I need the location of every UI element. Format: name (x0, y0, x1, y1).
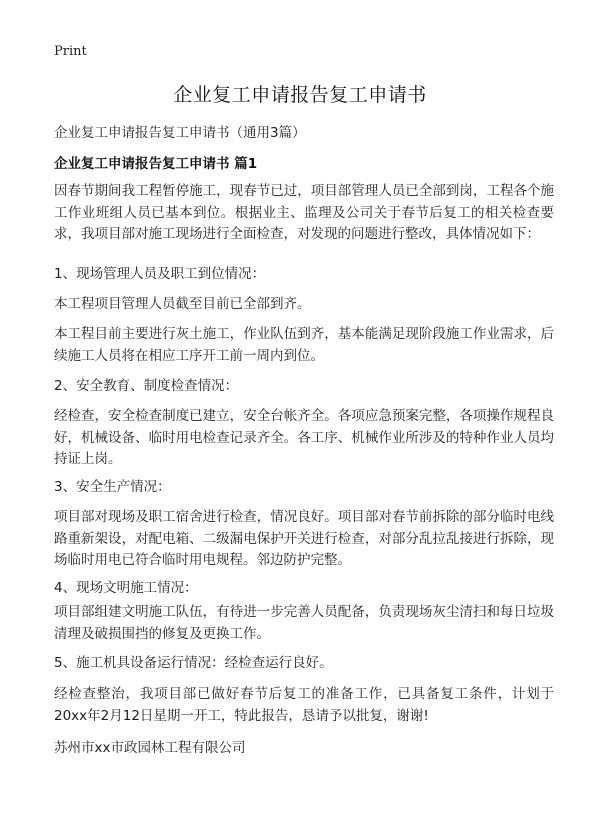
section-heading: 企业复工申请报告复工申请书 篇1 (54, 156, 258, 172)
paragraph-civilized-construction: 项目部组建文明施工队伍，有待进一步完善人员配备，负责现场灰尘清扫和每日垃圾清理及破损围挡的修复及更换工作。 (54, 604, 554, 642)
item-heading-5: 5、施工机具设备运行情况：经检查运行良好。 (54, 655, 333, 671)
paragraph-safety-education: 经检查，安全检查制度已建立，安全台帐齐全。各项应急预案完整，各项操作规程良好，机械设备、临时用电检查记录齐全。各工序、机械作业所涉及的特种作业人员均持证上岗。 (54, 408, 554, 467)
paragraph-conclusion: 经检查整治，我项目部已做好春节后复工的准备工作，已具备复工条件，计划于20xx年2月12日星期一开工，特此报告，恳请予以批复，谢谢! (54, 686, 554, 724)
paragraph-staff-arrival: 本工程项目管理人员截至目前已全部到齐。 (54, 296, 311, 312)
item-heading-3: 3、安全生产情况： (54, 479, 171, 495)
item-heading-4: 4、现场文明施工情况： (54, 580, 198, 596)
print-link[interactable]: Print (54, 44, 87, 59)
item-heading-1: 1、现场管理人员及职工到位情况： (54, 266, 266, 282)
paragraph-safety-production: 项目部对现场及职工宿舍进行检查，情况良好。项目部对春节前拆除的部分临时电线路重新架设，对配电箱、二级漏电保护开关进行检查，对部分乱拉乱接进行拆除，现场临时用电已符合临时用电规程。邻边防护完整。 (54, 509, 554, 568)
intro-paragraph: 因春节期间我工程暂停施工，现春节已过，项目部管理人员已全部到岗，工程各个施工作业班组人员已基本到位。根据业主、监理及公司关于春节后复工的相关检查要求，我项目部对施工现场进行全面检查，对发现的问题进行整改，具体情况如下： (54, 183, 554, 242)
company-signature: 苏州市xx市政园林工程有限公司 (54, 740, 246, 756)
item-heading-2: 2、安全教育、制度检查情况： (54, 378, 239, 394)
document-title: 企业复工申请报告复工申请书 (173, 84, 427, 106)
document-subtitle: 企业复工申请报告复工申请书（通用3篇） (54, 125, 306, 141)
paragraph-construction-status: 本工程目前主要进行灰土施工，作业队伍到齐，基本能满足现阶段施工作业需求，后续施工人员将在相应工序开工前一周内到位。 (54, 326, 554, 364)
